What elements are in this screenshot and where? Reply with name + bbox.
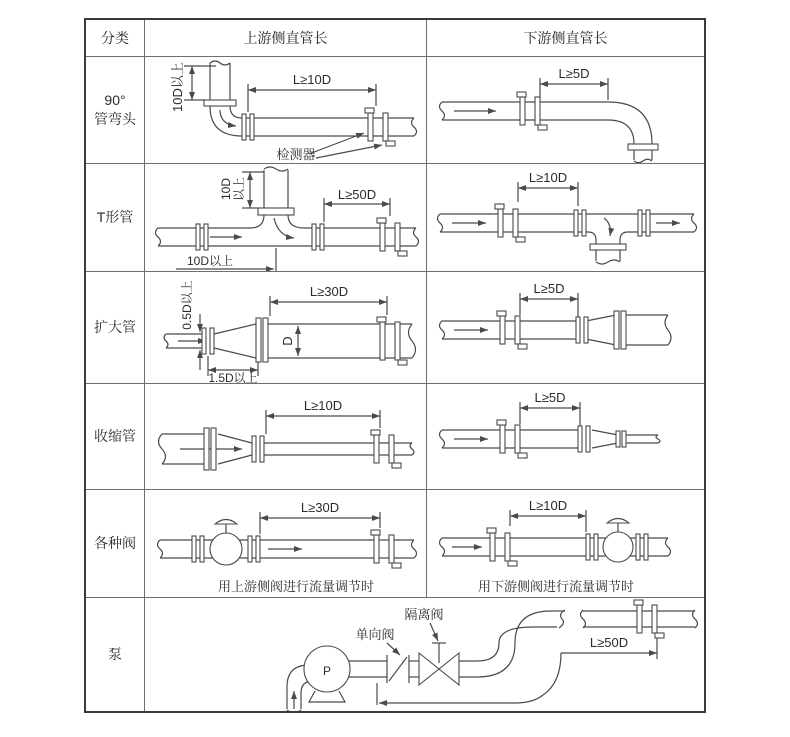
- downstream-caption: 用下游侧阀进行流量调节时: [477, 579, 634, 594]
- expander-downstream-cell: [427, 272, 704, 384]
- small-dia-label: 0.5D以上: [179, 280, 194, 330]
- elbow-downstream-cell: [427, 57, 704, 164]
- elbow-downstream-diagram: [428, 58, 704, 163]
- branch-dim-label-2: 以上: [231, 176, 246, 202]
- header-category: 分类: [86, 20, 145, 57]
- valves-upstream-diagram: [146, 490, 426, 597]
- tee-upstream-diagram: [146, 164, 426, 271]
- row-label-expander: 扩大管: [86, 272, 145, 384]
- upstream-length-label: L≥10D: [303, 398, 342, 413]
- pump-diagram: [147, 598, 703, 711]
- row-label-elbow-line2: 管弯头: [94, 111, 136, 127]
- pipe-dia-label: D: [279, 336, 295, 346]
- header-downstream: 下游侧直管长: [427, 20, 704, 57]
- cone-length-label: 1.5D以上: [207, 371, 258, 383]
- detector-label: 检测器: [275, 146, 316, 162]
- reducer-downstream-cell: [427, 384, 704, 490]
- downstream-length-label: L≥5D: [533, 281, 564, 296]
- row-label-tee: T形管: [86, 164, 145, 272]
- elbow-upstream-cell: [145, 57, 427, 164]
- valves-downstream-cell: [427, 490, 704, 598]
- row-label-valves: 各种阀: [86, 490, 145, 598]
- tee-upstream-cell: [145, 164, 427, 272]
- branch-dim-label-1: 10D: [218, 177, 233, 201]
- riser-dim-label: 10D以上: [169, 61, 185, 112]
- expander-upstream-cell: [145, 272, 427, 384]
- expander-upstream-diagram: [146, 272, 426, 383]
- pump-cell: [145, 598, 704, 711]
- row-label-reducer: 收缩管: [86, 384, 145, 490]
- row-label-pump: 泵: [86, 598, 145, 711]
- row-label-elbow-line1: 90°: [104, 92, 126, 109]
- upstream-caption: 用上游侧阀进行流量调节时: [217, 579, 374, 594]
- check-valve-label: 单向阀: [354, 627, 395, 642]
- expander-downstream-diagram: [428, 275, 704, 380]
- upstream-length-label: L≥30D: [309, 284, 348, 299]
- tee-downstream-diagram: [428, 164, 704, 271]
- pipe-requirements-table: [84, 18, 706, 713]
- header-upstream: 上游侧直管长: [145, 20, 427, 57]
- elbow-upstream-diagram: [146, 58, 426, 163]
- row-label-elbow: [86, 57, 145, 164]
- upstream-length-label: L≥50D: [337, 187, 376, 202]
- downstream-length-label: L≥10D: [528, 498, 567, 513]
- reducer-upstream-cell: [145, 384, 427, 490]
- inlet-dim-label: 10D以上: [186, 254, 233, 268]
- downstream-length-label: L≥5D: [558, 65, 589, 81]
- upstream-length-label: L≥30D: [300, 500, 339, 515]
- isolation-valve-label: 隔离阀: [403, 607, 444, 622]
- pump-letter: P: [322, 664, 331, 678]
- reducer-downstream-diagram: [428, 384, 704, 489]
- upstream-length-label: L≥10D: [292, 71, 331, 87]
- downstream-length-label: L≥5D: [534, 390, 565, 405]
- tee-downstream-cell: [427, 164, 704, 272]
- pump-length-label: L≥50D: [589, 635, 628, 650]
- valves-downstream-diagram: [428, 490, 704, 597]
- reducer-upstream-diagram: [146, 384, 426, 489]
- downstream-length-label: L≥10D: [528, 170, 567, 185]
- valves-upstream-cell: [145, 490, 427, 598]
